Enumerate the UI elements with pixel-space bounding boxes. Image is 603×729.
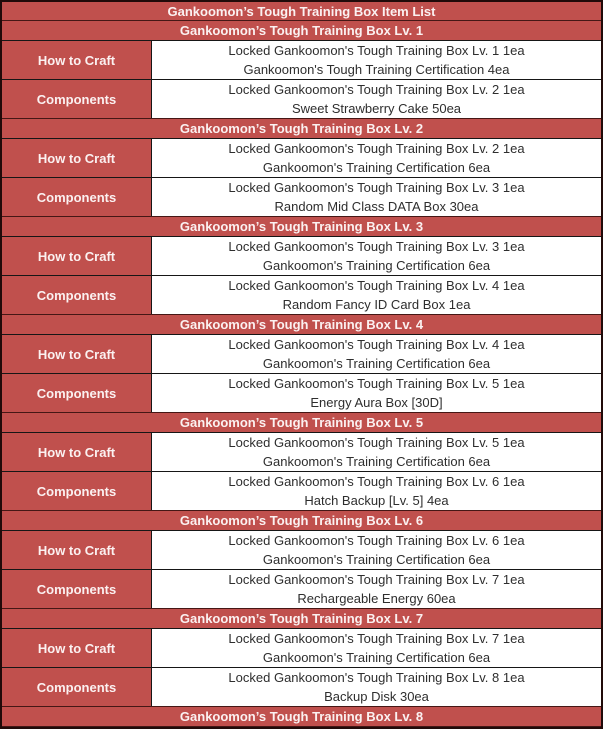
item-line: Energy Aura Box [30D] — [310, 395, 443, 410]
item-line: Backup Disk 30ea — [324, 689, 429, 704]
item-line: Locked Gankoomon's Tough Training Box Lv. 1 1ea — [228, 43, 525, 58]
item-line: Locked Gankoomon's Tough Training Box Lv. 5 1ea — [228, 435, 525, 450]
section-header-lv7: Gankoomon’s Tough Training Box Lv. 7 — [2, 608, 601, 628]
section-header-lv2: Gankoomon’s Tough Training Box Lv. 2 — [2, 118, 601, 138]
item-line: Locked Gankoomon's Tough Training Box Lv. 5 1ea — [228, 376, 525, 391]
craft-row-lv5 — [2, 432, 601, 471]
component-items — [152, 668, 601, 706]
components-row-lv5 — [2, 471, 601, 510]
row-label-craft: How to Craft — [2, 41, 152, 79]
craft-items — [152, 433, 601, 471]
item-line: Hatch Backup [Lv. 5] 4ea — [304, 493, 449, 508]
components-row-lv4 — [2, 373, 601, 412]
component-items — [152, 570, 601, 608]
row-label-craft: How to Craft — [2, 237, 152, 275]
craft-row-lv1 — [2, 40, 601, 79]
craft-items — [152, 531, 601, 569]
components-row-lv6 — [2, 569, 601, 608]
component-items — [152, 80, 601, 118]
item-line: Sweet Strawberry Cake 50ea — [291, 101, 462, 116]
row-label-components: Components — [2, 472, 152, 510]
craft-items — [152, 629, 601, 667]
row-label-components: Components — [2, 374, 152, 412]
components-row-lv2 — [2, 177, 601, 216]
item-line: Locked Gankoomon's Tough Training Box Lv. 6 1ea — [228, 474, 525, 489]
row-label-craft: How to Craft — [2, 433, 152, 471]
section-header-lv6: Gankoomon’s Tough Training Box Lv. 6 — [2, 510, 601, 530]
craft-row-lv7 — [2, 628, 601, 667]
row-label-components: Components — [2, 276, 152, 314]
item-line: Gankoomon's Training Certification 6ea — [262, 160, 491, 175]
components-row-lv3 — [2, 275, 601, 314]
item-line: Locked Gankoomon's Tough Training Box Lv. 3 1ea — [228, 239, 525, 254]
components-row-lv1 — [2, 79, 601, 118]
section-header-lv5: Gankoomon’s Tough Training Box Lv. 5 — [2, 412, 601, 432]
item-line: Locked Gankoomon's Tough Training Box Lv. 4 1ea — [228, 337, 525, 352]
row-label-craft: How to Craft — [2, 139, 152, 177]
components-row-lv7 — [2, 667, 601, 706]
craft-items — [152, 237, 601, 275]
item-line: Locked Gankoomon's Tough Training Box Lv. 4 1ea — [228, 278, 525, 293]
section-header-lv4: Gankoomon’s Tough Training Box Lv. 4 — [2, 314, 601, 334]
component-items — [152, 472, 601, 510]
component-items — [152, 374, 601, 412]
row-label-components: Components — [2, 570, 152, 608]
item-line: Locked Gankoomon's Tough Training Box Lv. 8 1ea — [228, 670, 525, 685]
item-line: Gankoomon's Training Certification 6ea — [262, 356, 491, 371]
section-header-lv3: Gankoomon’s Tough Training Box Lv. 3 — [2, 216, 601, 236]
component-items — [152, 178, 601, 216]
item-line: Gankoomon's Training Certification 6ea — [262, 552, 491, 567]
item-line: Locked Gankoomon's Tough Training Box Lv. 6 1ea — [228, 533, 525, 548]
item-line: Locked Gankoomon's Tough Training Box Lv. 2 1ea — [228, 82, 525, 97]
craft-row-lv2 — [2, 138, 601, 177]
item-line: Random Mid Class DATA Box 30ea — [274, 199, 479, 214]
craft-items — [152, 41, 601, 79]
craft-row-lv3 — [2, 236, 601, 275]
item-line: Gankoomon's Training Certification 6ea — [262, 454, 491, 469]
item-line: Locked Gankoomon's Tough Training Box Lv. 7 1ea — [228, 572, 525, 587]
row-label-craft: How to Craft — [2, 531, 152, 569]
item-line: Gankoomon's Training Certification 6ea — [262, 258, 491, 273]
item-line: Locked Gankoomon's Tough Training Box Lv. 7 1ea — [228, 631, 525, 646]
row-label-craft: How to Craft — [2, 629, 152, 667]
row-label-components: Components — [2, 80, 152, 118]
row-label-craft: How to Craft — [2, 335, 152, 373]
item-line: Locked Gankoomon's Tough Training Box Lv. 2 1ea — [228, 141, 525, 156]
section-header-lv1: Gankoomon’s Tough Training Box Lv. 1 — [2, 20, 601, 40]
row-label-components: Components — [2, 178, 152, 216]
row-label-components: Components — [2, 668, 152, 706]
craft-row-lv6 — [2, 530, 601, 569]
craft-row-lv4 — [2, 334, 601, 373]
item-line: Rechargeable Energy 60ea — [297, 591, 456, 606]
page-title: Gankoomon’s Tough Training Box Item List — [2, 2, 601, 20]
item-line: Random Fancy ID Card Box 1ea — [282, 297, 471, 312]
item-line: Gankoomon's Training Certification 6ea — [262, 650, 491, 665]
section-header-lv8: Gankoomon’s Tough Training Box Lv. 8 — [2, 706, 601, 726]
item-line: Gankoomon's Tough Training Certification 4ea — [243, 62, 510, 77]
item-line: Locked Gankoomon's Tough Training Box Lv. 3 1ea — [228, 180, 525, 195]
craft-items — [152, 335, 601, 373]
craft-items — [152, 139, 601, 177]
component-items — [152, 276, 601, 314]
